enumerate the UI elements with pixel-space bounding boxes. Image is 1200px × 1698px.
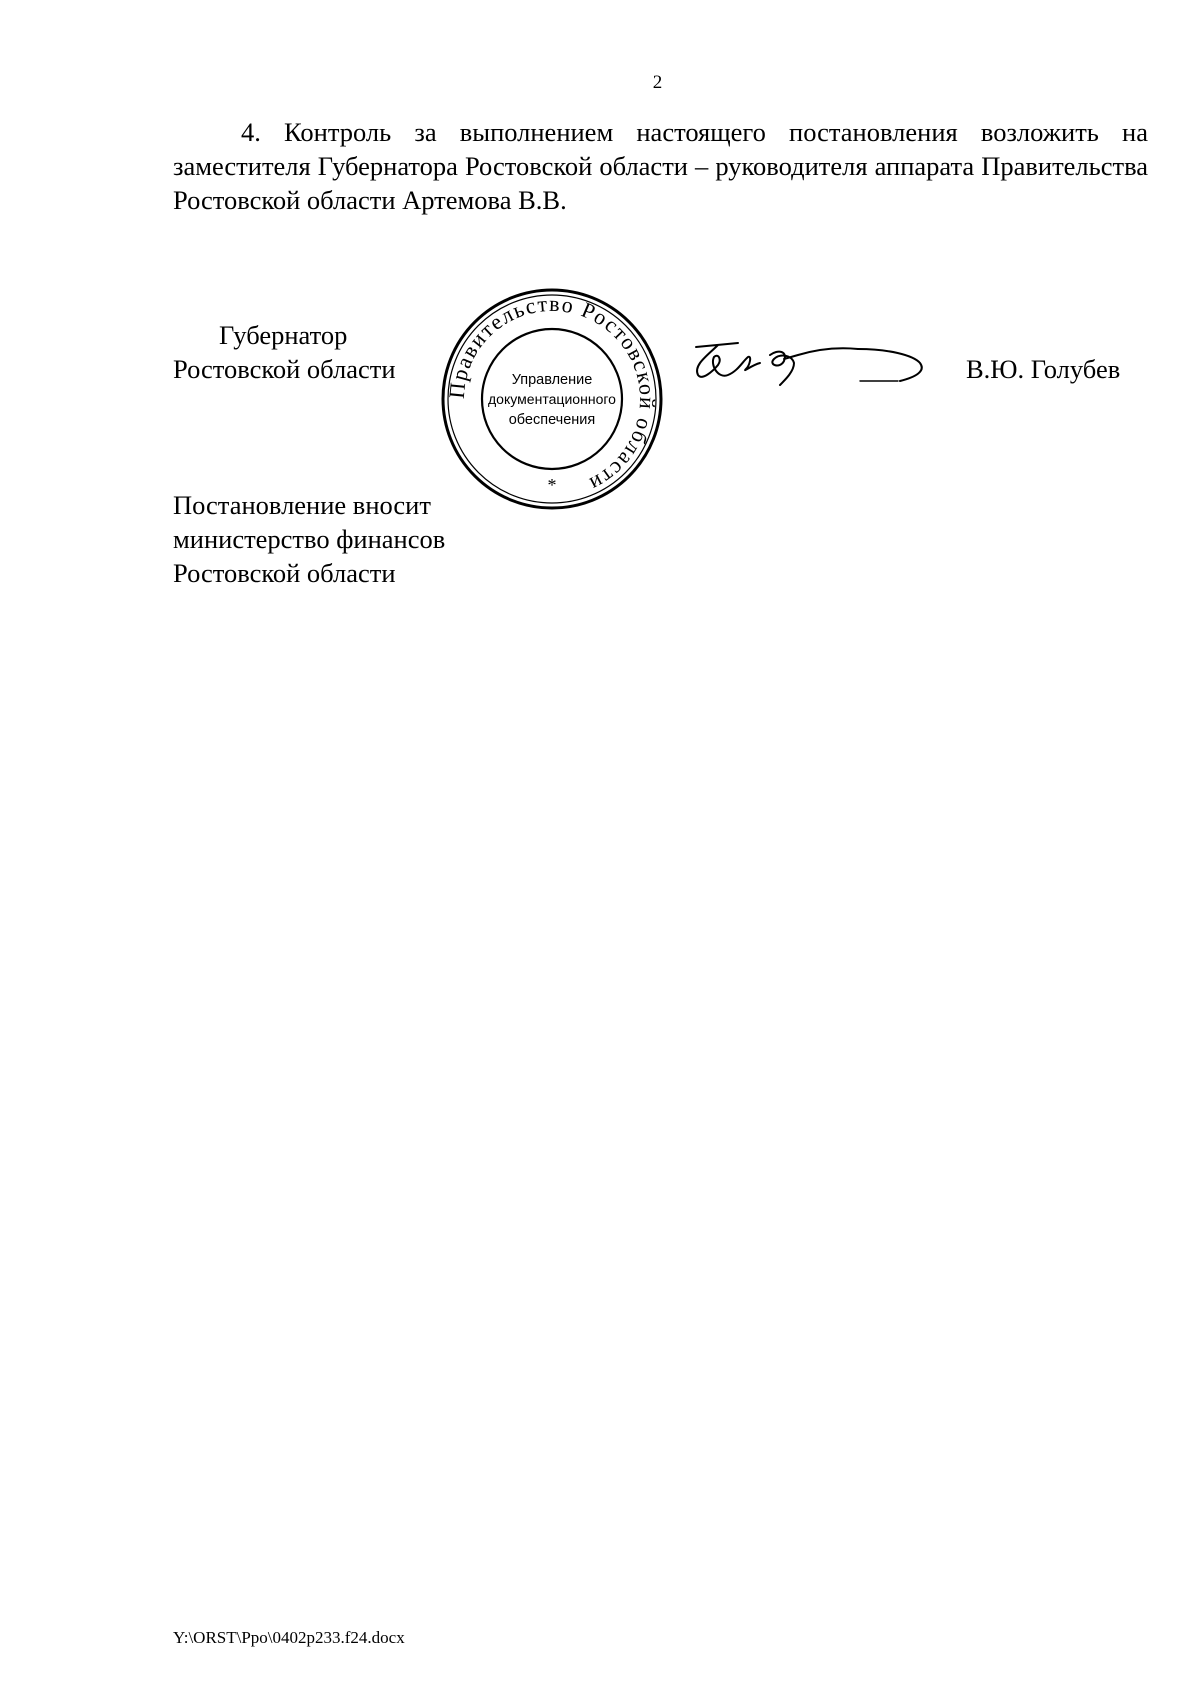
control-paragraph: 4. Контроль за выполнением настоящего постановления возложить на заместителя Губернатора Ростовской области – руководителя аппарата Правительства Ростовской области Артемова В.В. (173, 117, 1148, 215)
submitter-line2: министерство финансов (173, 524, 446, 554)
official-seal (440, 287, 664, 511)
footer-file-path: Y:\ORST\Ppo\0402p233.f24.docx (173, 1628, 405, 1647)
seal-inner-line2: документационного (488, 392, 616, 407)
seal-inner-line1: Управление (511, 372, 593, 388)
seal-star: * (547, 475, 557, 495)
submitter-line1: Постановление вносит (173, 490, 431, 520)
submitter-line3: Ростовской области (173, 558, 396, 588)
signer-title-line1: Губернатор (219, 320, 348, 350)
signer-name: В.Ю. Голубев (966, 354, 1121, 384)
seal-outer-text: Правительство Ростовской области (443, 290, 661, 498)
signer-title-line2: Ростовской области (173, 354, 396, 384)
submitter-block (173, 488, 445, 590)
page-number: 2 (652, 72, 663, 93)
seal-inner-line3: обеспечения (508, 412, 596, 428)
signer-title (173, 318, 396, 386)
signature-block (0, 0, 1200, 700)
handwritten-signature (688, 335, 936, 405)
